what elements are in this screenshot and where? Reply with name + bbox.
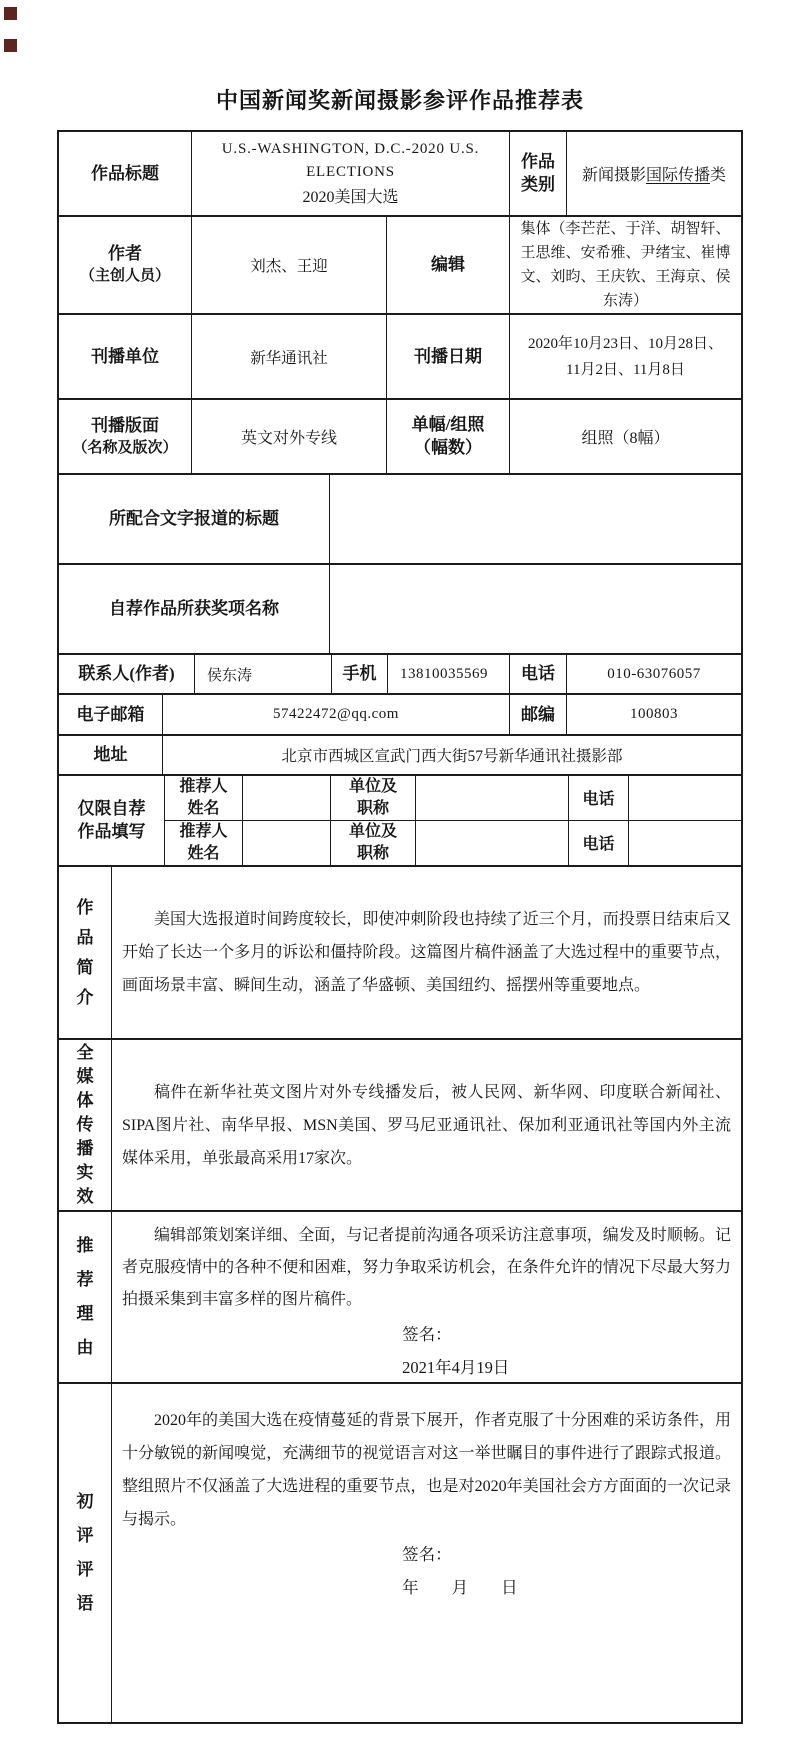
row-email: [59, 695, 741, 736]
review-signature-label: 签名：: [402, 1545, 452, 1564]
form-title: 中国新闻奖新闻摄影参评作品推荐表: [215, 88, 584, 113]
recommender1-phone-value: [629, 776, 741, 820]
recommend-reason-label: [59, 1212, 112, 1382]
contact-label: 联系人(作者): [59, 655, 195, 693]
photo-type-label-text: [412, 414, 485, 460]
recommender2-name-label-line2: 姓名: [187, 844, 220, 862]
editor-names: 集体（李芒茫、于洋、胡智轩、王思维、安希雅、尹绪宝、崔博文、刘昀、王庆钦、王海京、侯东涛）: [520, 221, 731, 309]
recommender1-name-label-line1: 推荐人: [179, 778, 228, 796]
recommender2-org-label-text: [349, 821, 397, 864]
recommender2-name-label-line1: 推荐人: [179, 823, 228, 841]
initial-review-content: [112, 1384, 741, 1722]
category-label-text: [521, 151, 555, 197]
publish-unit-value: 新华通讯社: [192, 315, 387, 398]
corner-mark-bottom: [4, 39, 17, 52]
row-publish-page: [59, 400, 741, 475]
address-value: 北京市西城区宣武门西大街57号新华通讯社摄影部: [281, 748, 623, 765]
row-author: [59, 217, 741, 315]
recommender1-org-label-text: [349, 776, 397, 819]
publish-page-label-line1: 刊播版面: [90, 415, 159, 435]
recommender2-name-label-text: [179, 821, 227, 864]
photo-type-label-line1: 单幅/组照: [411, 414, 485, 434]
email-value: 57422472@qq.com: [163, 695, 510, 734]
publish-page-label-line2: （名称及版次）: [72, 439, 178, 456]
work-title-label: 作品标题: [59, 132, 192, 215]
self-recommend-label: [59, 776, 165, 865]
recommender2-phone-label: 电话: [569, 821, 629, 865]
awards-value: [330, 565, 741, 653]
review-signature-date: 年 月 日: [402, 1578, 518, 1597]
work-intro-content: [112, 867, 741, 1038]
author-label-line1: 作者: [107, 244, 142, 264]
self-recommend-rows: [165, 776, 741, 865]
row-text-report: [59, 475, 741, 565]
initial-review-label-text: 初评评语: [76, 1492, 94, 1613]
work-intro-text: 美国大选报道时间跨度较长，即使冲刺阶段也持续了近三个月，而投票日结束后又开始了长达一个多月的诉讼和僵持阶段。这篇图片稿件涵盖了大选过程中的重要节点，画面场景丰富、瞬间生动，涵盖了华盛顿、美国纽约、摇摆州等重要地点。: [122, 911, 731, 994]
postcode-value: 100803: [630, 706, 678, 722]
row-awards: [59, 565, 741, 655]
recommender-row-2: [165, 821, 741, 865]
work-intro-label-text: 作品简介: [76, 897, 94, 1007]
recommender2-name-value: [243, 821, 331, 865]
mobile-value: 13810035569: [388, 655, 510, 693]
category-suffix: 类: [710, 167, 727, 184]
photo-type-label-line2: （幅数）: [413, 437, 482, 457]
recommender1-phone-label: 电话: [569, 776, 629, 820]
work-intro-label: [59, 867, 112, 1038]
category-value: [567, 132, 741, 215]
photo-type-label: [387, 400, 510, 473]
category-label-line2: 类别: [521, 174, 555, 194]
initial-review-text: 2020年的美国大选在疫情蔓延的背景下展开，作者克服了十分困难的采访条件，用十分敏锐的新闻嗅觉，充满细节的视觉语言对这一举世瞩目的事件进行了跟踪式报道。整组照片不仅涵盖了大选进程的重要节点，也是对2020年美国社会方方面面的一次记录与揭示。: [122, 1412, 731, 1528]
media-effect-label-text: 全媒体传播实效: [76, 1043, 94, 1206]
category-value-text: [582, 162, 726, 185]
recommender2-org-label-line2: 职称: [356, 844, 389, 862]
publish-page-label: [59, 400, 192, 473]
author-label-line2: （主创人员）: [79, 268, 170, 285]
self-recommend-label-line2: 作品填写: [77, 821, 146, 841]
publish-unit-label: 刊播单位: [59, 315, 192, 398]
media-effect-content: [112, 1040, 741, 1210]
category-label-line1: 作品: [521, 151, 555, 171]
self-recommend-label-text: [78, 798, 146, 844]
contact-name: 侯东涛: [195, 655, 332, 693]
row-recommend-reason: [59, 1212, 741, 1384]
category-prefix: 新闻摄影: [581, 167, 646, 184]
self-recommend-label-line1: 仅限自荐: [77, 798, 146, 818]
recommender1-name-label-line2: 姓名: [187, 799, 220, 817]
author-label: [59, 217, 192, 313]
recommend-reason-content: [112, 1212, 741, 1382]
mobile-label: 手机: [332, 655, 388, 693]
publish-page-label-text: [72, 415, 177, 458]
work-title-text: [192, 138, 509, 210]
initial-review-label: [59, 1384, 112, 1722]
recommender1-org-label-line1: 单位及: [348, 778, 397, 796]
recommender2-org-value: [416, 821, 569, 865]
recommend-reason-label-text: 推荐理由: [76, 1236, 94, 1357]
recommend-reason-text: 编辑部策划案详细、全面，与记者提前沟通各项采访注意事项，编发及时顺畅。记者克服疫情中的各种不便和困难，努力争取采访机会，在条件允许的情况下尽最大努力拍摄采集到丰富多样的图片稿件。: [122, 1227, 731, 1308]
media-effect-text: 稿件在新华社英文图片对外专线播发后，被人民网、新华网、印度联合新闻社、SIPA图片社、南华早报、MSN美国、罗马尼亚通讯社、保加利亚通讯社等国内外主流媒体采用，单张最高采用17家次。: [122, 1083, 731, 1167]
photo-type-value: 组照（8幅）: [581, 430, 670, 447]
row-self-recommend: [59, 776, 741, 867]
text-report-label: 所配合文字报道的标题: [59, 475, 330, 563]
media-effect-label: [59, 1040, 112, 1210]
work-title-value: [192, 132, 510, 215]
recommender1-name-value: [243, 776, 331, 820]
reason-signature-date: 2021年4月19日: [402, 1358, 510, 1377]
row-initial-review: [59, 1384, 741, 1722]
recommender2-phone-value: [629, 821, 741, 865]
recommender2-org-label-line1: 单位及: [348, 823, 397, 841]
awards-label: 自荐作品所获奖项名称: [59, 565, 330, 653]
publish-page-value: 英文对外专线: [192, 400, 387, 473]
row-contact: [59, 655, 741, 695]
row-work-intro: [59, 867, 741, 1040]
work-title-chinese: 2020美国大选: [302, 188, 399, 206]
review-signature-block: [402, 1538, 518, 1604]
editor-label: 编辑: [387, 217, 510, 313]
email-label: 电子邮箱: [59, 695, 163, 734]
reason-signature-block: [402, 1318, 509, 1382]
row-media-effect: [59, 1040, 741, 1212]
phone-value: 010-63076057: [607, 665, 701, 682]
recommender1-org-label-line2: 职称: [356, 799, 389, 817]
recommender1-name-label: [165, 776, 243, 820]
phone-label: 电话: [510, 655, 567, 693]
address-label: 地址: [59, 736, 163, 774]
work-title-english: U.S.-WASHINGTON, D.C.-2020 U.S. ELECTIONS: [221, 140, 480, 180]
publish-date-label: 刊播日期: [387, 315, 510, 398]
author-label-text: [80, 243, 170, 286]
recommendation-form-table: [57, 130, 743, 1724]
row-publish-unit: [59, 315, 741, 400]
recommender2-name-label: [165, 821, 243, 865]
recommender2-org-label: [331, 821, 416, 865]
text-report-value: [330, 475, 741, 563]
editor-value: [510, 217, 741, 313]
category-underlined: 国际传播: [645, 167, 710, 184]
publish-date-value: [510, 315, 741, 398]
category-label: [510, 132, 567, 215]
postcode-label: 邮编: [510, 695, 567, 734]
row-work-title: [59, 132, 741, 217]
author-value: 刘杰、王迎: [192, 217, 387, 313]
corner-mark-top: [4, 7, 17, 20]
publish-dates: 2020年10月23日、10月28日、11月2日、11月8日: [527, 335, 723, 378]
recommender-row-1: [165, 776, 741, 821]
row-address: [59, 736, 741, 776]
recommender1-org-label: [331, 776, 416, 820]
recommender1-name-label-text: [179, 776, 227, 819]
reason-signature-label: 签名：: [402, 1325, 452, 1344]
recommender1-org-value: [416, 776, 569, 820]
